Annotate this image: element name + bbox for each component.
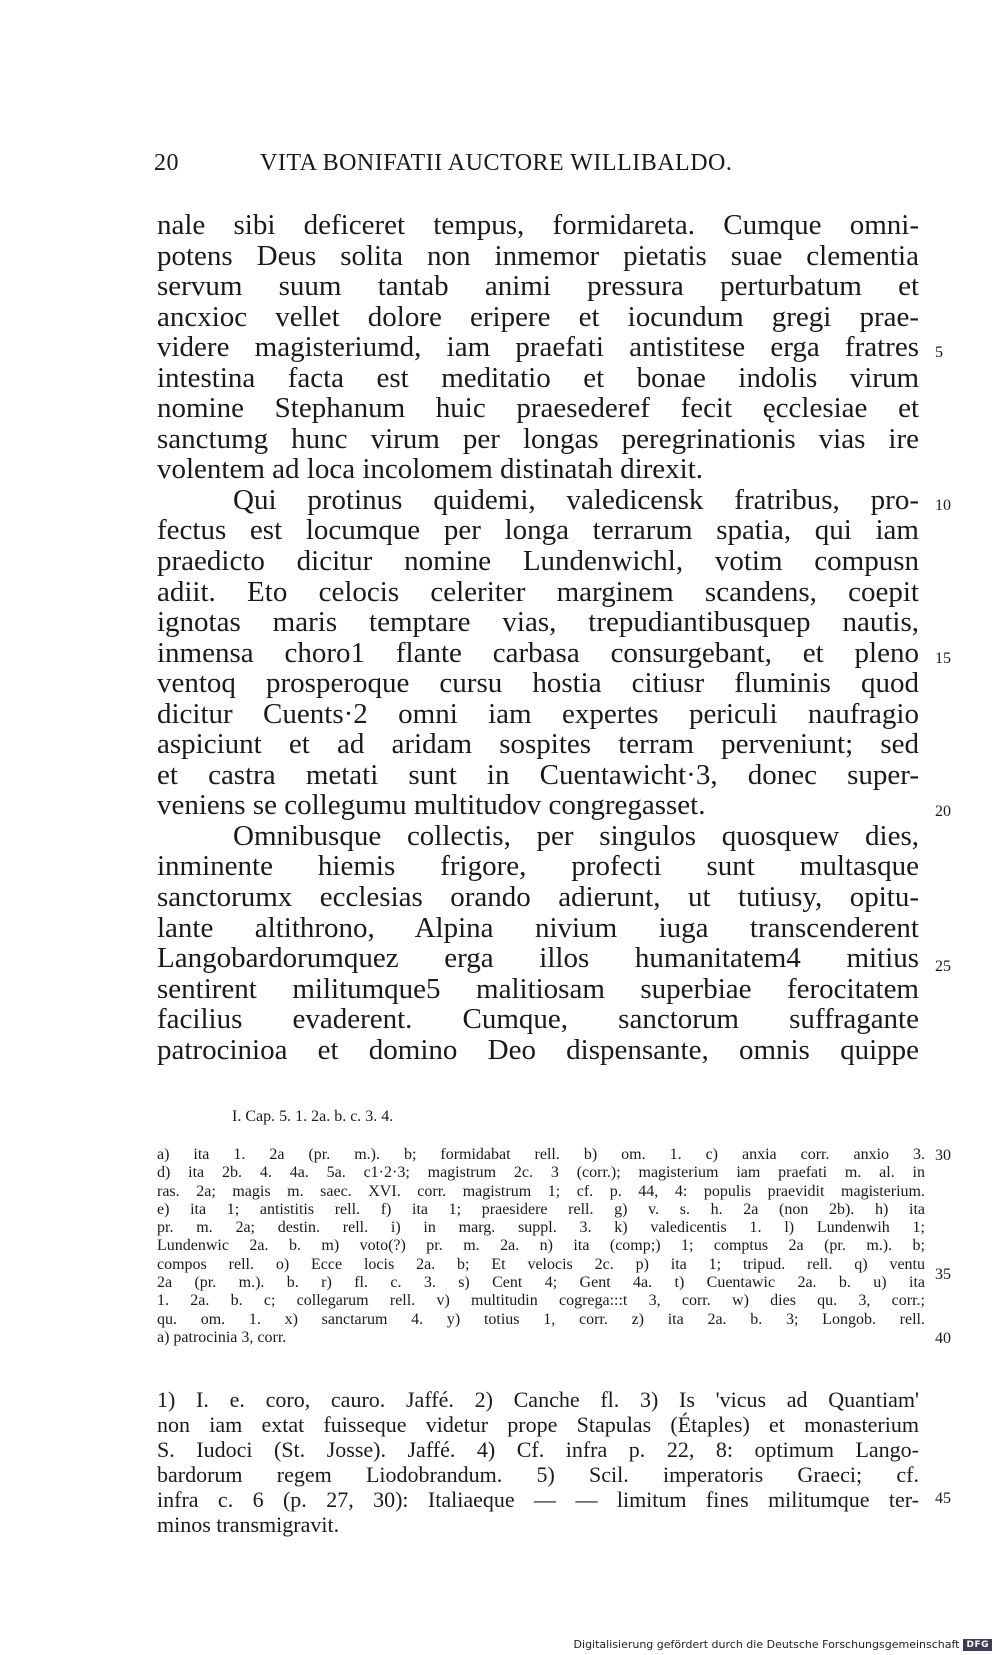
main-text <box>157 210 919 1065</box>
text-line: adiit. Eto celocis celeriter marginem scandens, coepit <box>157 575 919 608</box>
apparatus-line: compos rell. o) Ecce locis 2a. b; Et velocis 2c. p) ita 1; tripud. rell. q) ventu <box>157 1255 925 1273</box>
footnote-line: minos transmigravit. <box>157 1512 340 1537</box>
apparatus-line: a) patrocinia 3, corr. <box>157 1328 287 1346</box>
line-number: 45 <box>935 1490 951 1507</box>
line-number: 30 <box>935 1147 951 1164</box>
text-line: nomine Stephanum huic praesederef fecit ęcclesiae et <box>157 392 919 425</box>
text-line: fectus est locumque per longa terrarum spatia, qui iam <box>157 514 919 547</box>
footnote-line: S. Iudoci (St. Josse). Jaffé. 4) Cf. infra p. 22, 8: optimum Lango- <box>157 1437 919 1462</box>
text-line: patrocinioa et domino Deo dispensante, omnis quippe <box>157 1033 919 1066</box>
text-line: et castra metati sunt in Cuentawicht·3, donec super- <box>157 758 919 791</box>
text-line: sanctumg hunc virum per longas peregrinationis vias ire <box>157 422 919 455</box>
footnote-line: infra c. 6 (p. 27, 30): Italiaeque — — limitum fines militumque ter- <box>157 1487 919 1512</box>
text-line: lante altithrono, Alpina nivium iuga transcenderent <box>157 911 919 944</box>
footnote-line: bardorum regem Liodobrandum. 5) Scil. imperatoris Graeci; cf. <box>157 1462 919 1487</box>
line-number: 40 <box>935 1330 951 1347</box>
line-number: 15 <box>935 650 951 667</box>
funding-footer <box>574 1638 992 1651</box>
text-line: facilius evaderent. Cumque, sanctorum suffragante <box>157 1003 919 1036</box>
text-line: inminente hiemis frigore, profecti sunt multasque <box>157 850 919 883</box>
text-line: dicitur Cuents·2 omni iam expertes periculi naufragio <box>157 697 919 730</box>
text-line: praedicto dicitur nomine Lundenwichl, votim compusn <box>157 545 919 578</box>
footnotes <box>157 1387 919 1537</box>
text-line: veniens se collegumu multitudov congregasset. <box>157 789 706 822</box>
line-number: 5 <box>935 344 943 361</box>
apparatus-line: Lundenwic 2a. b. m) voto(?) pr. m. 2a. n) ita (comp;) 1; comptus 2a (pr. m.). b; <box>157 1237 925 1255</box>
line-number: 10 <box>935 497 951 514</box>
apparatus-line: e) ita 1; antistitis rell. f) ita 1; praesidere rell. g) v. s. h. 2a (non 2b). h) ita <box>157 1200 925 1218</box>
apparatus-line: d) ita 2b. 4. 4a. 5a. c1·2·3; magistrum 2c. 3 (corr.); magisterium iam praefati m. al. in <box>157 1164 925 1182</box>
page-number: 20 <box>154 150 179 176</box>
critical-apparatus <box>157 1146 925 1347</box>
apparatus-line: 2a (pr. m.). b. r) fl. c. 3. s) Cent 4; Gent 4a. t) Cuentawic 2a. b. u) ita <box>157 1274 925 1292</box>
line-number: 20 <box>935 803 951 820</box>
line-number: 35 <box>935 1266 951 1283</box>
text-line: Qui protinus quidemi, valedicensk fratribus, pro- <box>233 483 919 516</box>
running-title: VITA BONIFATII AUCTORE WILLIBALDO. <box>260 150 733 176</box>
text-line: ventoq prosperoque cursu hostia citiusr fluminis quod <box>157 667 919 700</box>
apparatus-line: ras. 2a; magis m. saec. XVI. corr. magistrum 1; cf. p. 44, 4: populis praevidit magisterium. <box>157 1182 925 1200</box>
line-number: 25 <box>935 958 951 975</box>
text-line: nale sibi deficeret tempus, formidareta. Cumque omni- <box>157 209 919 241</box>
text-line: Omnibusque collectis, per singulos quosquew dies, <box>233 819 919 852</box>
text-line: aspiciunt et ad aridam sospites terram perveniunt; sed <box>157 728 919 761</box>
text-line: inmensa choro1 flante carbasa consurgebant, et pleno <box>157 636 919 669</box>
apparatus-line: a) ita 1. 2a (pr. m.). b; formidabat rell. b) om. 1. c) anxia corr. anxio 3. <box>157 1146 925 1163</box>
dfg-logo-icon: DFG <box>963 1639 992 1651</box>
manuscript-sigla: I. Cap. 5. 1. 2a. b. c. 3. 4. <box>232 1108 394 1125</box>
footnote-line: non iam extat fuisseque videtur prope Stapulas (Étaples) et monasterium <box>157 1412 919 1437</box>
text-line: sentirent militumque5 malitiosam superbiae ferocitatem <box>157 972 919 1005</box>
text-line: ancxioc vellet dolore eripere et iocundum gregi prae- <box>157 300 919 333</box>
text-line: videre magisteriumd, iam praefati antistitese erga fratres <box>157 331 919 364</box>
text-line: intestina facta est meditatio et bonae indolis virum <box>157 361 919 394</box>
text-line: servum suum tantab animi pressura perturbatum et <box>157 270 919 303</box>
text-line: potens Deus solita non inmemor pietatis suae clementia <box>157 239 919 272</box>
apparatus-line: 1. 2a. b. c; collegarum rell. v) multitudin cogrega:::t 3, corr. w) dies qu. 3, corr.; <box>157 1292 925 1310</box>
apparatus-line: pr. m. 2a; destin. rell. i) in marg. suppl. 3. k) valedicentis 1. l) Lundenwih 1; <box>157 1219 925 1237</box>
text-line: volentem ad loca incolomem distinatah direxit. <box>157 453 704 486</box>
text-line: Langobardorumquez erga illos humanitatem4 mitius <box>157 942 919 975</box>
footnote-line: 1) I. e. coro, cauro. Jaffé. 2) Canche fl. 3) Is 'vicus ad Quantiam' <box>157 1387 919 1412</box>
text-line: ignotas maris temptare vias, trepudiantibusquep nautis, <box>157 606 919 639</box>
funding-text: Digitalisierung gefördert durch die Deutsche Forschungsgemeinschaft <box>573 1638 960 1651</box>
apparatus-line: qu. om. 1. x) sanctarum 4. y) totius 1, corr. z) ita 2a. b. 3; Longob. rell. <box>157 1310 925 1328</box>
text-line: sanctorumx ecclesias orando adierunt, ut tutiusy, opitu- <box>157 881 919 914</box>
